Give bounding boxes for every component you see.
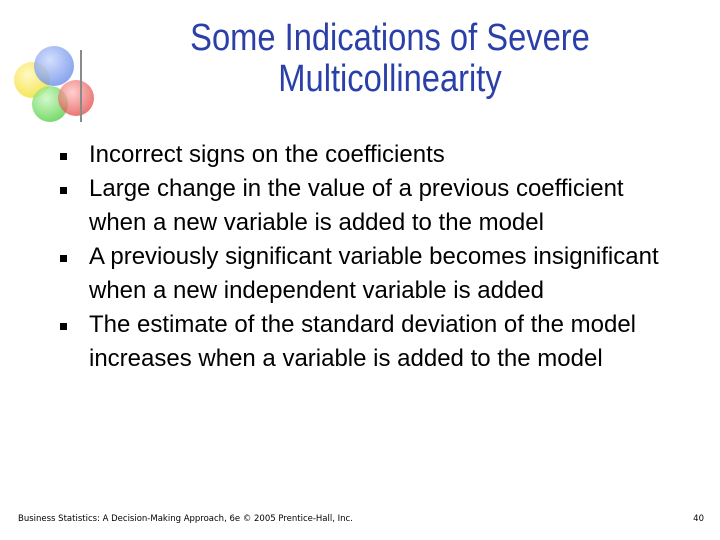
- square-bullet-icon: [60, 323, 67, 330]
- slide-title-line: Some Indications of Severe: [190, 17, 590, 59]
- footer-credit: Business Statistics: A Decision-Making Approach, 6e © 2005 Prentice-Hall, Inc.: [18, 514, 353, 524]
- bullet-text: Incorrect signs on the coefficients: [89, 141, 445, 168]
- bullet-list: [58, 138, 678, 376]
- bullet-text: A previously significant variable becomes insignificant when a new independent variable is added: [89, 243, 659, 304]
- bullet-item: [58, 138, 678, 172]
- decorative-circles-logo: [8, 44, 100, 134]
- bullet-text: The estimate of the standard deviation of the model increases when a variable is added to the model: [89, 311, 636, 372]
- slide-footer: [18, 514, 704, 528]
- square-bullet-icon: [60, 153, 67, 160]
- bullet-item: [58, 240, 678, 308]
- logo-divider: [80, 50, 82, 122]
- square-bullet-icon: [60, 187, 67, 194]
- bullet-text: Large change in the value of a previous coefficient when a new variable is added to the model: [89, 175, 624, 236]
- bullet-item: [58, 172, 678, 240]
- slide-title-line: Multicollinearity: [278, 58, 502, 100]
- square-bullet-icon: [60, 255, 67, 262]
- bullet-item: [58, 308, 678, 376]
- slide-title: [120, 18, 660, 100]
- page-number: 40: [693, 514, 704, 524]
